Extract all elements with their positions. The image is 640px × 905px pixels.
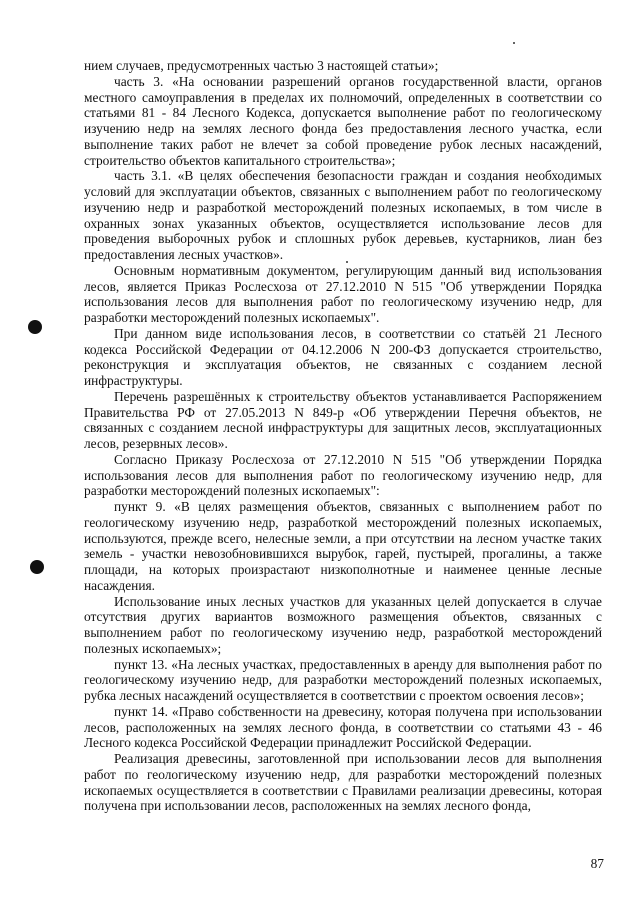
paragraph: Основным нормативным документом, регулирующим данный вид использования лесов, является Приказ Рослесхоза от 27.12.2010 N 515 "Об утверждении Порядка использования лесов для выполнения работ по геологическому изучению недр, для разработки месторождений полезных ископаемых".	[84, 262, 602, 325]
paragraph: Реализация древесины, заготовленной при использовании лесов для выполнения работ по геологическому изучению недр, для разработки месторождений полезных ископаемых осуществляется в соответствии с Правилами реализации древесины, которая получена при использовании лесов, расположенных на землях лесного фонда,	[84, 751, 602, 814]
paragraph: пункт 14. «Право собственности на древесину, которая получена при использовании лесов, расположенных на землях лесного фонда, в соответствии со статьями 43 - 46 Лесного кодекса Российской Федерации принадлежит Российской Федерации.	[84, 703, 602, 751]
paragraph: часть 3. «На основании разрешений органов государственной власти, органов местного самоуправления в пределах их полномочий, определенных в соответствии со статьями 81 - 84 Лесного Кодекса, допускается выполнение работ по геологическому изучению недр на землях лесного фонда без предоставления лесного участка, если выполнение таких работ не влечет за собой проведение рубок лесных насаждений, строительство объектов капитального строительства»;	[84, 73, 602, 168]
paragraph: нием случаев, предусмотренных частью 3 настоящей статьи»;	[84, 58, 439, 73]
page-number: 87	[590, 856, 604, 871]
paragraph: Согласно Приказу Рослесхоза от 27.12.2010 N 515 "Об утверждении Порядка использования лесов для выполнения работ по геологическому изучению недр, для разработки месторождений полезных ископаемых":	[84, 451, 602, 499]
paragraph: пункт 13. «На лесных участках, предоставленных в аренду для выполнения работ по геологическому изучению недр, для разработки месторождений полезных ископаемых, рубка лесных насаждений осуществляется в соответствии с проектом освоения лесов»;	[84, 656, 602, 703]
paragraph: пункт 9. «В целях размещения объектов, связанных с выполнением работ по геологическому изучению недр, разработкой месторождений полезных ископаемых, используются, прежде всего, нелесные земли, а при отсутствии на лесном участке таких земель - участки невозобновившихся вырубок, гарей, пустырей, прогалины, а также площади, на которых произрастают низкополнотные и наименее ценные лесные насаждения.	[84, 499, 602, 593]
document-body	[84, 58, 602, 814]
paragraph: Перечень разрешённых к строительству объектов устанавливается Распоряжением Правительства РФ от 27.05.2013 N 849-р «Об утверждении Перечня объектов, не связанных с созданием лесной инфраструктуры для защитных лесов, эксплуатационных лесов, резервных лесов».	[84, 388, 602, 451]
punch-hole-bottom	[30, 560, 44, 574]
paragraph: часть 3.1. «В целях обеспечения безопасности граждан и создания необходимых условий для эксплуатации объектов, связанных с выполнением работ по геологическому изучению недр и разработкой месторождений полезных ископаемых, в том числе в охранных зонах указанных объектов, осуществляется использование лесов для проведения выборочных рубок и сплошных рубок деревьев, кустарников, лиан без предоставления лесных участков».	[84, 168, 602, 262]
punch-hole-top	[28, 320, 42, 334]
scan-speck	[513, 42, 515, 44]
paragraph: При данном виде использования лесов, в соответствии со статьёй 21 Лесного кодекса Российской Федерации от 04.12.2006 N 200-ФЗ допускается строительство, реконструкция и эксплуатация объектов, не связанных с созданием лесной инфраструктуры.	[84, 325, 602, 388]
paragraph: Использование иных лесных участков для указанных целей допускается в случае отсутствия других вариантов возможного размещения объектов, связанных с выполнением работ по геологическому изучению недр, разработкой месторождений полезных ископаемых»;	[84, 593, 602, 656]
